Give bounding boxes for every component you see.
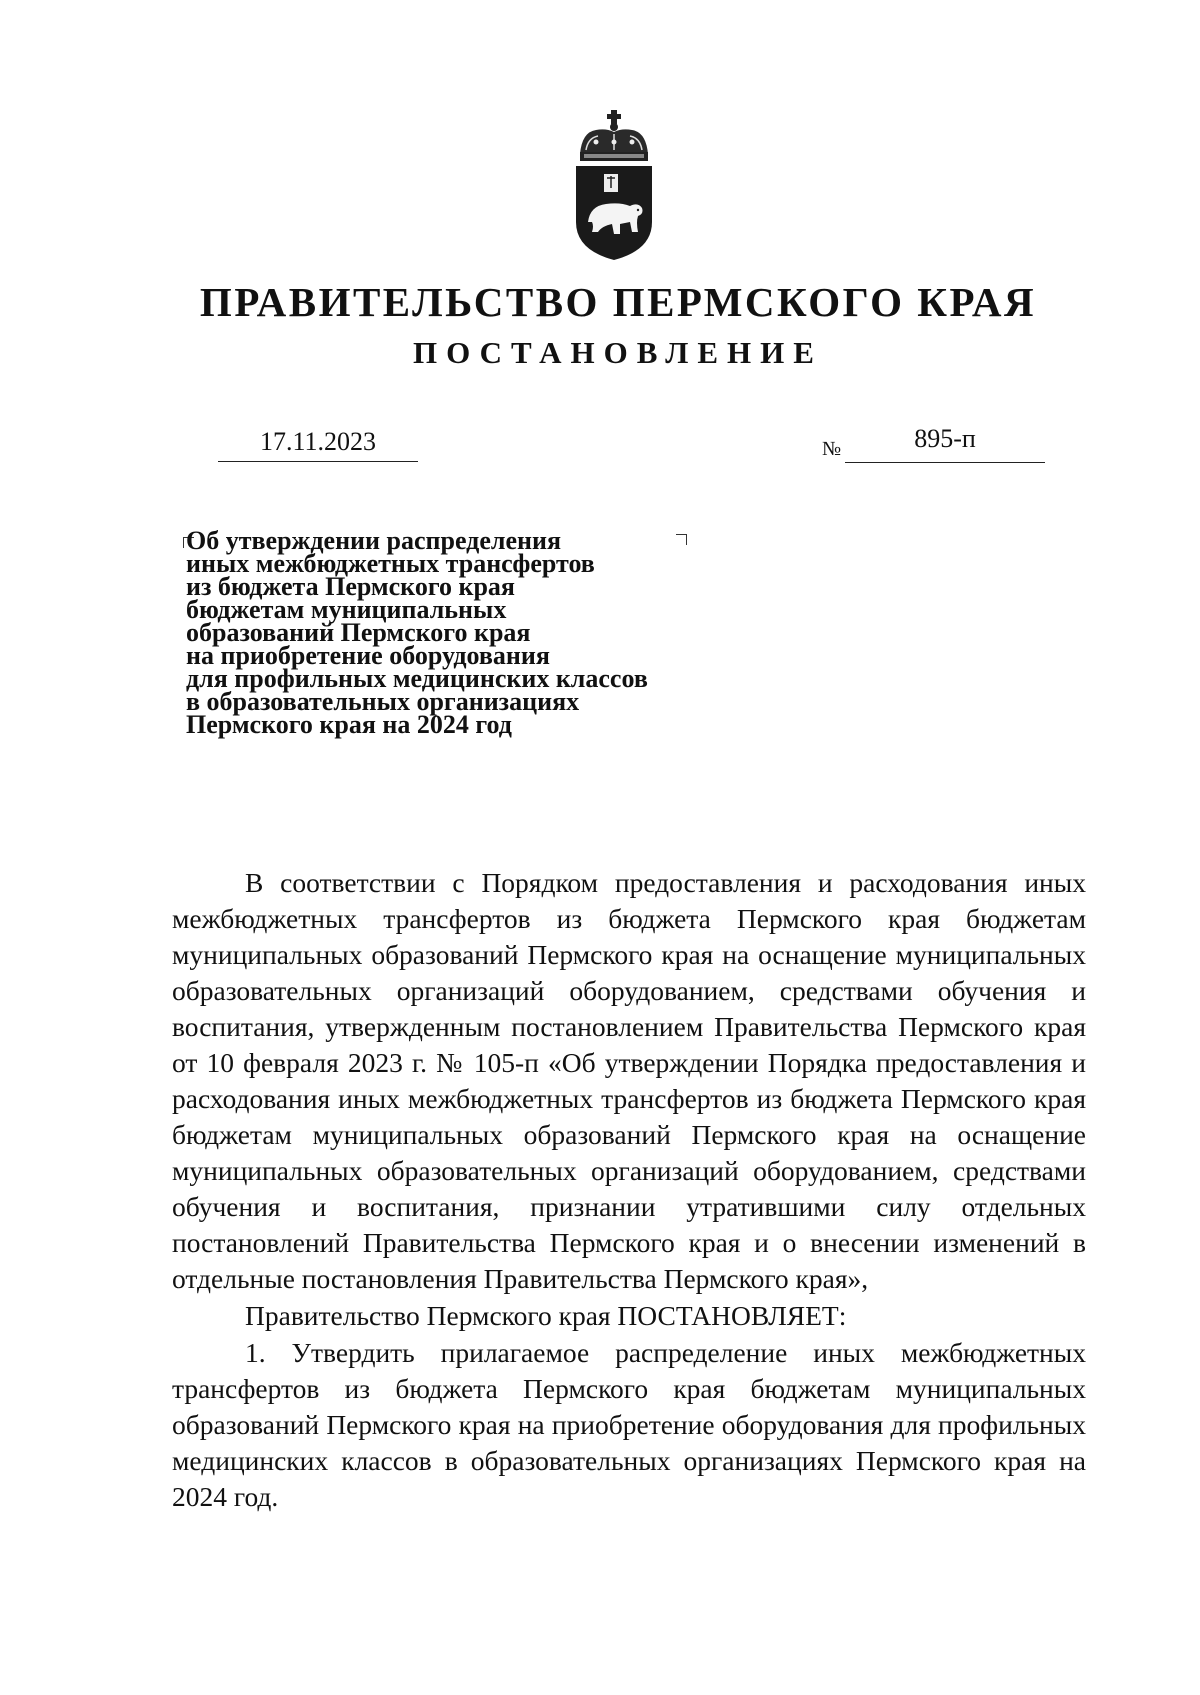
document-type: ПОСТАНОВЛЕНИЕ bbox=[413, 335, 823, 370]
subject-line: Об утверждении распределения bbox=[186, 526, 562, 555]
organization-title: ПРАВИТЕЛЬСТВО ПЕРМСКОГО КРАЯ bbox=[199, 279, 1037, 325]
subject-line: из бюджета Пермского края bbox=[186, 572, 515, 601]
subject-line: Пермского края на 2024 год bbox=[186, 710, 512, 739]
subject-line: образований Пермского края bbox=[186, 618, 531, 647]
subject-line: на приобретение оборудования bbox=[186, 641, 550, 670]
resolution-paragraph: Правительство Пермского края ПОСТАНОВЛЯЕТ: bbox=[245, 1300, 847, 1331]
perm-krai-coat-of-arms-icon bbox=[566, 110, 662, 260]
subject-line: иных межбюджетных трансфертов bbox=[186, 549, 595, 578]
subject-line: бюджетам муниципальных bbox=[186, 595, 507, 624]
document-number: 895-п bbox=[845, 422, 1045, 463]
number-sign: № bbox=[822, 438, 842, 460]
preamble-paragraph: В соответствии с Порядком предоставления и расходования иных межбюджетных трансфертов из бюджета Пермского края бюджетам муниципальных образований Пермского края на оснащение муниципальных образовательных организаций оборудованием, средствами обучения и воспитания, утвержденным постановлением Правительства Пермского края от 10 февраля 2023 г. № 105-п «Об утверждении Порядка предоставления и расходования иных межбюджетных трансфертов из бюджета Пермского края бюджетам муниципальных образований Пермского края на оснащение муниципальных образовательных организаций оборудованием, средствами обучения и воспитания, признании утратившими силу отдельных постановлений Правительства Пермского края и о внесении изменений в отдельные постановления Правительства Пермского края», bbox=[172, 867, 1086, 1294]
document-date: 17.11.2023 bbox=[218, 425, 418, 462]
clause-1-paragraph: 1. Утвердить прилагаемое распределение иных межбюджетных трансфертов из бюджета Пермского края бюджетам муниципальных образований Пермского края на приобретение оборудования для профильных медицинских классов в образовательных организациях Пермского края на 2024 год. bbox=[172, 1337, 1086, 1512]
document-subject bbox=[186, 526, 706, 739]
subject-line: для профильных медицинских классов bbox=[186, 664, 648, 693]
subject-line: в образовательных организациях bbox=[186, 687, 580, 716]
document-body bbox=[172, 865, 1086, 1515]
